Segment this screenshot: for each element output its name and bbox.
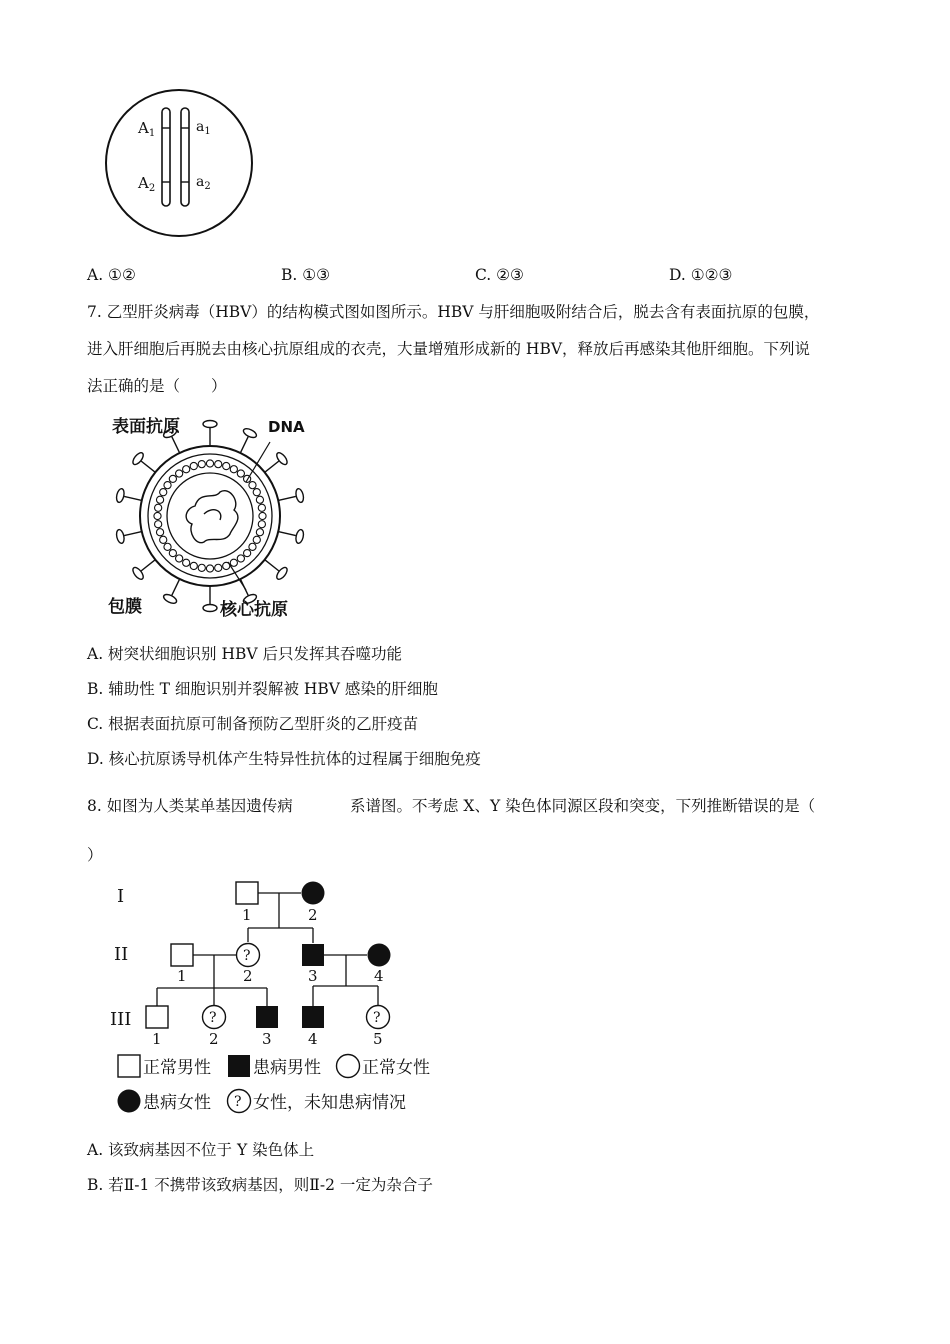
- core-antigen-bead: [253, 536, 260, 543]
- core-antigen-bead: [244, 550, 251, 557]
- core-antigen-bead: [249, 482, 256, 489]
- legend-normal-male: 正常男性: [143, 1058, 211, 1078]
- core-antigen-bead: [155, 504, 162, 511]
- core-antigen-bead: [230, 466, 237, 473]
- core-antigen-bead: [258, 504, 265, 511]
- q8-option-b[interactable]: B. 若Ⅱ-1 不携带该致病基因，则Ⅱ-2 一定为杂合子: [87, 1176, 433, 1194]
- label-envelope: 包膜: [108, 597, 142, 617]
- core-antigen-bead: [164, 543, 171, 550]
- svg-text:?: ?: [209, 1010, 217, 1026]
- svg-text:2: 2: [209, 1030, 219, 1048]
- core-antigen-bead: [164, 482, 171, 489]
- surface-antigen-spike: [172, 579, 180, 595]
- q7-option-b[interactable]: B. 辅助性 T 细胞识别并裂解被 HBV 感染的肝细胞: [87, 680, 438, 698]
- hbv-structure-figure: [100, 410, 310, 625]
- core-antigen-bead: [258, 521, 265, 528]
- legend-affected-female: 患病女性: [143, 1093, 211, 1113]
- q7-stem-line-2: 进入肝细胞后再脱去由核心抗原组成的衣壳，大量增殖形成新的 HBV，释放后再感染其他肝细胞。下列说: [87, 340, 811, 358]
- pedigree-chart: [100, 872, 460, 1120]
- core-antigen-bead: [160, 536, 167, 543]
- core-antigen-bead: [253, 489, 260, 496]
- gene-label-A2-sub: 2: [148, 183, 156, 194]
- core-antigen-bead: [259, 512, 266, 519]
- svg-text:1: 1: [177, 967, 187, 985]
- legend-affected-male: 患病男性: [253, 1058, 321, 1078]
- svg-text:?: ?: [373, 1010, 381, 1026]
- core-antigen-bead: [215, 461, 222, 468]
- core-antigen-bead: [237, 470, 244, 477]
- svg-text:1: 1: [242, 906, 252, 924]
- q7-option-c[interactable]: C. 根据表面抗原可制备预防乙型肝炎的乙肝疫苗: [87, 715, 419, 733]
- surface-antigen-spike: [124, 496, 142, 500]
- surface-antigen-spike: [141, 461, 155, 472]
- generation-label-2: II: [114, 944, 129, 965]
- svg-text:3: 3: [262, 1030, 272, 1048]
- svg-text:1: 1: [152, 1030, 162, 1048]
- q6-option-d[interactable]: D. ①②③: [669, 266, 733, 284]
- core-antigen-bead: [160, 489, 167, 496]
- core-antigen-bead: [176, 555, 183, 562]
- core-antigen-bead: [206, 460, 213, 467]
- chromosome-right: [181, 108, 189, 206]
- q6-option-c[interactable]: C. ②③: [475, 266, 524, 284]
- q6-option-a[interactable]: A. ①②: [87, 266, 136, 284]
- surface-antigen-spike: [141, 560, 155, 571]
- surface-antigen-head: [203, 421, 217, 428]
- svg-text:4: 4: [374, 967, 384, 985]
- surface-antigen-head: [115, 488, 125, 503]
- cell-outline: [106, 90, 252, 236]
- individual-III-1: [146, 1006, 168, 1028]
- core-antigen-bead: [230, 559, 237, 566]
- core-antigen-bead: [249, 543, 256, 550]
- individual-II-3: [302, 944, 324, 966]
- surface-antigen-head: [275, 451, 289, 466]
- label-dna: DNA: [268, 418, 305, 436]
- generation-label-1: I: [117, 886, 125, 907]
- surface-antigen-head: [115, 529, 125, 544]
- q7-stem-line-1: 7. 乙型肝炎病毒（HBV）的结构模式图如图所示。HBV 与肝细胞吸附结合后，脱去含有表面抗原的包膜，: [87, 303, 820, 321]
- surface-antigen-head: [203, 605, 217, 612]
- core-antigen-bead: [183, 559, 190, 566]
- legend-affected-male-symbol: [228, 1055, 250, 1077]
- core-antigen-bead: [198, 461, 205, 468]
- q8-stem-part-2: 系谱图。不考虑 X、Y 染色体同源区段和突变，下列推断错误的是（: [350, 797, 816, 815]
- individual-III-4: [302, 1006, 324, 1028]
- core-antigen-bead: [156, 529, 163, 536]
- core-antigen-bead: [190, 562, 197, 569]
- q7-option-a[interactable]: A. 树突状细胞识别 HBV 后只发挥其吞噬功能: [87, 645, 403, 663]
- svg-text:?: ?: [243, 948, 251, 964]
- surface-antigen-spike: [278, 532, 296, 536]
- core-antigen-bead: [215, 564, 222, 571]
- core-antigen-bead: [169, 550, 176, 557]
- surface-antigen-spike: [240, 437, 248, 453]
- svg-text:3: 3: [308, 967, 318, 985]
- core-antigen-bead: [198, 564, 205, 571]
- surface-antigen-spike: [278, 496, 296, 500]
- legend-normal-female: 正常女性: [362, 1058, 430, 1078]
- core-antigen-bead: [156, 496, 163, 503]
- gene-label-A1-sub: 1: [148, 128, 156, 139]
- generation-label-3: III: [110, 1009, 132, 1030]
- chromosome-left: [162, 108, 170, 206]
- legend-affected-female-symbol: [118, 1090, 141, 1113]
- individual-I-1: [236, 882, 258, 904]
- surface-antigen-spike: [265, 461, 279, 472]
- core-antigen-bead: [237, 555, 244, 562]
- q7-stem-line-3: 法正确的是（ ）: [87, 377, 227, 395]
- core-antigen-bead: [190, 462, 197, 469]
- individual-III-3: [256, 1006, 278, 1028]
- gene-label-A2: $A_2$: [138, 174, 156, 194]
- gene-label-a2: $a_2$: [196, 174, 211, 192]
- core-antigen-bead: [155, 521, 162, 528]
- q8-stem-part-1: 8. 如图为人类某单基因遗传病: [87, 797, 293, 815]
- core-antigen-bead: [183, 466, 190, 473]
- svg-text:?: ?: [234, 1094, 242, 1110]
- q8-option-a[interactable]: A. 该致病基因不位于 Y 染色体上: [87, 1141, 315, 1159]
- svg-text:2: 2: [308, 906, 318, 924]
- surface-antigen-spike: [172, 437, 180, 453]
- legend-normal-female-symbol: [337, 1055, 360, 1078]
- core-antigen-bead: [206, 565, 213, 572]
- surface-antigen-head: [131, 566, 145, 581]
- gene-label-a1: $a_1$: [196, 119, 211, 137]
- surface-antigen-spike: [124, 532, 142, 536]
- label-core-antigen: 核心抗原: [220, 600, 288, 620]
- individual-I-2: [302, 882, 325, 905]
- surface-antigen-head: [242, 427, 258, 439]
- surface-antigen-spike: [265, 560, 279, 571]
- individual-II-4: [368, 944, 391, 967]
- label-surface-antigen: 表面抗原: [112, 417, 180, 437]
- core-antigen-bead: [176, 470, 183, 477]
- core-antigen-bead: [256, 496, 263, 503]
- svg-text:4: 4: [308, 1030, 318, 1048]
- q6-option-b[interactable]: B. ①③: [281, 266, 331, 284]
- q8-stem-line-2: ）: [87, 846, 103, 864]
- core-antigen-bead: [169, 475, 176, 482]
- core-antigen-bead: [256, 529, 263, 536]
- surface-antigen-head: [295, 488, 305, 503]
- surface-antigen-head: [162, 593, 178, 605]
- core-antigen-bead: [154, 512, 161, 519]
- surface-antigen-head: [275, 566, 289, 581]
- svg-text:2: 2: [243, 967, 253, 985]
- legend-unknown-female: 女性，未知患病情况: [253, 1093, 406, 1113]
- individual-II-1: [171, 944, 193, 966]
- surface-antigen-head: [131, 451, 145, 466]
- gene-label-A1: $A_1$: [138, 119, 156, 139]
- core-antigen-bead: [223, 462, 230, 469]
- legend-normal-male-symbol: [118, 1055, 140, 1077]
- surface-antigen-head: [295, 529, 305, 544]
- svg-text:5: 5: [373, 1030, 383, 1048]
- q7-option-d[interactable]: D. 核心抗原诱导机体产生特异性抗体的过程属于细胞免疫: [87, 750, 481, 768]
- chromosome-figure: [100, 84, 260, 244]
